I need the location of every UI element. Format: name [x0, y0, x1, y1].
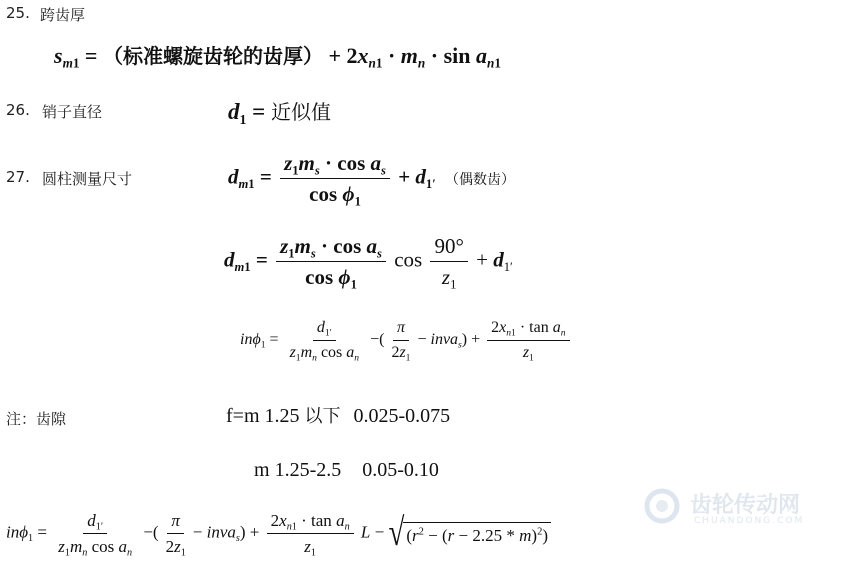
item-26-number: 26.	[6, 101, 30, 119]
item-25-number: 25.	[6, 4, 30, 22]
formula-27-even-teeth: $d_{m1}$ = $\frac{z_1m_s \cdot \cos a_s}{\cos \phi_1}$ + $d_{1'}$ （偶数齿）	[228, 151, 516, 209]
formula-27-odd-teeth: $d_{m1}$ = $\frac{z_1m_s \cdot \cos a_s}{\cos \phi_1}$ cos $\frac{90^\circ}{z_1}$ + $d_{1'}$	[224, 234, 513, 292]
formula-clearance-involute: inϕ$_1$ = $\frac{d_{1'}}{z_1m_n \cos a_n}$ −( $\frac{\pi}{2z_1}$ − inva$_s$) + $\frac{2x_{n1} \cdot \tan a_n}{z_1}$ L − √ $(r^2 - (r - 2.25 * m)^2)$	[6, 510, 551, 558]
formula-27-involute: inϕ$_1$ = $\frac{d_{1'}}{z_1m_n \cos a_n}$ −( $\frac{\pi}{2z_1}$ − inva$_s$) + $\frac{2x_{n1} \cdot \tan a_n}{z_1}$	[240, 318, 573, 363]
square-root: √ $(r^2 - (r - 2.25 * m)^2)$	[388, 519, 551, 548]
formula-25-note: （标准螺旋齿轮的齿厚）	[102, 44, 323, 68]
clearance-row-1-qualifier: 以下	[304, 406, 341, 427]
item-27-number: 27.	[6, 168, 30, 186]
formula-26-value: 近似值	[271, 100, 332, 124]
clearance-row-1-range: 1.25	[264, 405, 300, 427]
clearance-row-2-lead: m	[254, 459, 270, 481]
clearance-row-1-value: 0.025-0.075	[353, 405, 451, 427]
item-27-title: 圆柱测量尺寸	[42, 170, 133, 188]
clearance-row-2-value: 0.05-0.10	[362, 459, 439, 481]
item-26-title: 销子直径	[42, 103, 103, 121]
clearance-row-2-range: 1.25-2.5	[274, 459, 342, 481]
clearance-row-1-lead: f=m	[226, 405, 260, 427]
formula-27-note: （偶数齿）	[445, 171, 516, 188]
gear-logo-icon	[640, 486, 686, 526]
formula-27-angle: 90°	[430, 233, 467, 262]
formula-constant: 2.25	[472, 525, 503, 545]
formula-25-span-thickness: $s_{m1}$ = （标准螺旋齿轮的齿厚） + $2x_{n1} \cdot m_n \cdot \sin a_{n1}$	[54, 43, 501, 71]
watermark-main-text: 齿轮传动网	[690, 493, 801, 518]
clearance-row-2	[254, 459, 439, 482]
item-25-title: 跨齿厚	[40, 6, 86, 24]
watermark-sub-text: CHUANDONG.COM	[694, 516, 805, 526]
clearance-row-1	[226, 402, 450, 428]
formula-26-pin-diameter: $d_1$ = 近似值	[228, 99, 332, 127]
clearance-title: 注：齿隙	[6, 410, 67, 428]
